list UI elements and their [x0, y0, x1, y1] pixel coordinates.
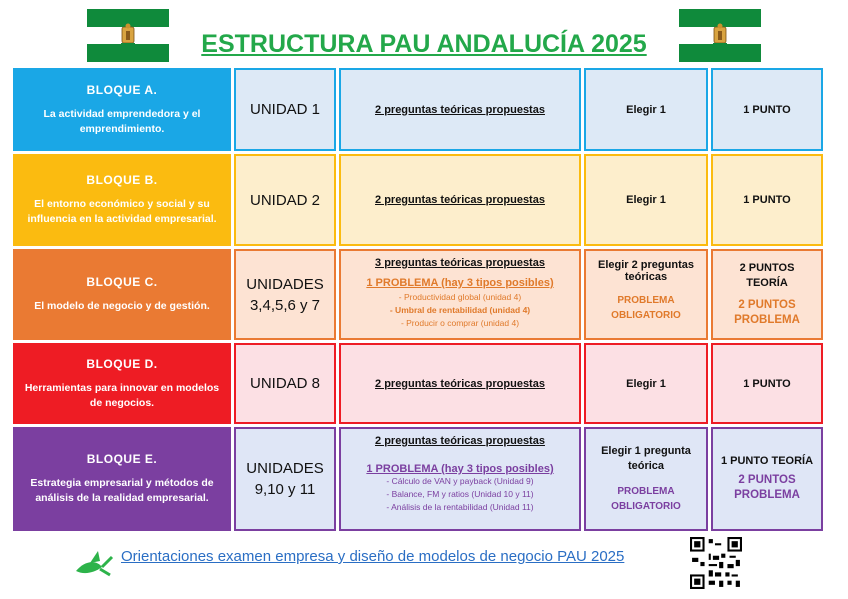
points-text: 2 PUNTOS TEORÍA — [739, 262, 795, 289]
questions-cell — [339, 343, 581, 424]
block-description: Estrategia empresarial y métodos de análisis de la realidad empresarial. — [30, 477, 214, 504]
unit-label: UNIDAD 8 — [249, 375, 320, 392]
block-description: El modelo de negocio y de gestión. — [34, 300, 210, 312]
questions-cell — [339, 249, 581, 340]
block-cell — [13, 249, 231, 340]
points-text: 1 PUNTO TEORÍA — [720, 455, 814, 467]
problem-text: 1 PROBLEMA (hay 3 tipos posibles) — [366, 463, 554, 475]
guidelines-link[interactable]: Orientaciones examen empresa y diseño de modelos de negocio PAU 2025 — [121, 548, 625, 565]
problem-text: 1 PROBLEMA (hay 3 tipos posibles) — [366, 277, 554, 289]
points-cell — [711, 68, 823, 151]
points-text: 1 PUNTO — [743, 194, 791, 206]
leaf-icon — [72, 545, 116, 579]
choose-text: Elegir 1 — [626, 377, 666, 390]
block-title: BLOQUE C. — [86, 275, 158, 289]
block-title: BLOQUE A. — [86, 82, 158, 97]
block-cell — [13, 68, 231, 151]
table-row — [13, 427, 823, 531]
questions-text: 2 preguntas teóricas propuestas — [375, 377, 545, 390]
questions-cell — [339, 427, 581, 531]
block-cell — [13, 154, 231, 246]
block-title: BLOQUE B. — [86, 173, 158, 187]
block-cell — [13, 343, 231, 424]
questions-cell — [339, 154, 581, 246]
qr-code-icon[interactable] — [690, 537, 742, 589]
choose-cell — [584, 427, 708, 531]
unit-cell — [234, 68, 336, 151]
problem-item: - Productividad global (unidad 4) — [398, 292, 522, 302]
block-description: El entorno económico y social y su influencia en la actividad empresarial. — [27, 198, 217, 225]
choose-extra: PROBLEMA OBLIGATORIO — [611, 295, 681, 321]
block-cell — [13, 427, 231, 531]
unit-label: UNIDAD 2 — [249, 191, 320, 209]
choose-cell — [584, 343, 708, 424]
points-text: 1 PUNTO — [743, 377, 791, 390]
questions-text: 2 preguntas teóricas propuestas — [375, 435, 545, 447]
problem-item: - Umbral de rentabilidad (unidad 4) — [389, 305, 531, 315]
choose-extra: PROBLEMA OBLIGATORIO — [611, 486, 681, 512]
table-row — [13, 249, 823, 340]
choose-text: Elegir 2 preguntas teóricas — [598, 259, 694, 283]
problem-item: - Producir o comprar (unidad 4) — [400, 318, 520, 328]
choose-cell — [584, 68, 708, 151]
unit-label: UNIDAD 1 — [249, 101, 320, 118]
block-title: BLOQUE D. — [86, 356, 158, 371]
points-cell — [711, 427, 823, 531]
choose-cell — [584, 249, 708, 340]
unit-cell — [234, 154, 336, 246]
unit-cell — [234, 343, 336, 424]
block-description: Herramientas para innovar en modelos de negocios. — [24, 381, 220, 409]
points-cell — [711, 249, 823, 340]
table-row — [13, 343, 823, 424]
problem-item: - Análisis de la rentabilidad (Unidad 11) — [386, 502, 534, 512]
choose-cell — [584, 154, 708, 246]
choose-text: Elegir 1 — [626, 103, 666, 116]
questions-text: 2 preguntas teóricas propuestas — [375, 103, 545, 116]
unit-label: UNIDADES 3,4,5,6 y 7 — [246, 275, 324, 314]
questions-text: 2 preguntas teóricas propuestas — [375, 194, 545, 206]
questions-cell — [339, 68, 581, 151]
choose-text: Elegir 1 — [626, 194, 666, 206]
block-description: La actividad emprendedora y el emprendimiento. — [43, 107, 201, 135]
problem-item: - Cálculo de VAN y payback (Unidad 9) — [386, 476, 534, 486]
unit-cell — [234, 249, 336, 340]
choose-text: Elegir 1 pregunta teórica — [601, 445, 691, 472]
points-text: 1 PUNTO — [743, 103, 791, 116]
points-extra: 2 PUNTOS PROBLEMA — [734, 474, 800, 501]
table-row — [13, 154, 823, 246]
points-cell — [711, 154, 823, 246]
questions-text: 3 preguntas teóricas propuestas — [375, 257, 545, 269]
table-row — [13, 68, 823, 151]
unit-label: UNIDADES 9,10 y 11 — [246, 460, 324, 498]
page-title: ESTRUCTURA PAU ANDALUCÍA 2025 — [201, 30, 647, 58]
unit-cell — [234, 427, 336, 531]
points-extra: 2 PUNTOS PROBLEMA — [734, 299, 800, 326]
block-title: BLOQUE E. — [86, 452, 158, 466]
points-cell — [711, 343, 823, 424]
problem-item: - Balance, FM y ratios (Unidad 10 y 11) — [386, 489, 534, 499]
